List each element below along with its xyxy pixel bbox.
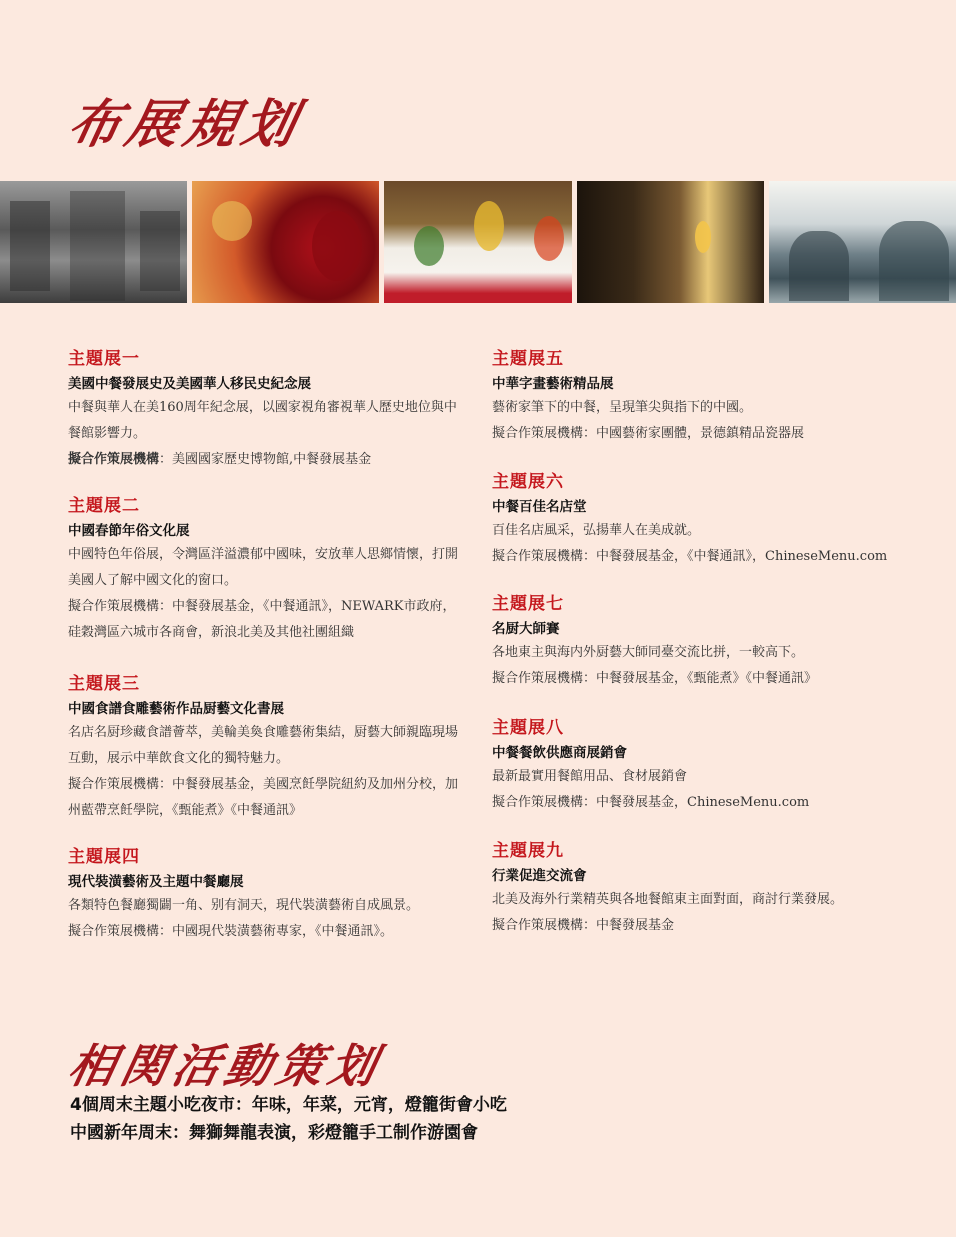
exhibition-heading: 主題展六 — [492, 472, 564, 492]
exhibition-block — [68, 672, 468, 824]
exhibition-title: 中餐百佳名店堂 — [492, 499, 587, 515]
partner-text: ：中餐發展基金，ChineseMenu.com — [583, 795, 810, 810]
exhibition-title: 名厨大師賽 — [492, 621, 560, 637]
exhibition-block — [492, 839, 902, 939]
exhibition-partner — [492, 666, 902, 692]
exhibition-block — [68, 347, 468, 473]
section-title-activities: 相関活動策划 — [63, 1039, 388, 1093]
partner-label: 擬合作策展機構 — [68, 777, 160, 792]
exhibition-description: 中國特色年俗展，令灣區洋溢濃郁中國味，安放華人思鄉情懷，打開美國人了解中國文化的窗口。 — [68, 547, 459, 588]
exhibition-title: 行業促進交流會 — [492, 868, 587, 884]
exhibition-heading: 主題展五 — [492, 349, 564, 369]
partner-text: ：中國藝術家團體，景德鎮精品瓷器展 — [583, 426, 805, 441]
exhibition-title: 中華字畫藝術精品展 — [492, 376, 614, 392]
exhibition-description: 百佳名店風采，弘揚華人在美成就。 — [492, 523, 701, 538]
exhibition-heading: 主題展八 — [492, 718, 564, 738]
exhibition-heading: 主題展四 — [68, 847, 140, 867]
photo-strip — [0, 181, 956, 303]
partner-text: ：中國現代裝潢藝術專家，《中餐通訊》。 — [159, 924, 394, 939]
section-title-layout: 布展規划 — [62, 94, 308, 155]
exhibition-block — [68, 494, 468, 646]
exhibition-description: 最新最實用餐館用品、食材展銷會 — [492, 769, 688, 784]
exhibition-block — [492, 716, 902, 816]
exhibition-heading: 主題展三 — [68, 674, 140, 694]
exhibition-description: 各類特色餐廳獨闢一角、别有洞天，現代裝潢藝術自成風景。 — [68, 898, 420, 913]
partner-label: 擬合作策展機構 — [68, 452, 160, 467]
exhibition-partner — [492, 790, 902, 816]
activity-line: 中國新年周末：舞獅舞龍表演，彩燈籠手工制作游園會 — [70, 1123, 478, 1143]
exhibition-partner — [68, 447, 468, 473]
partner-label: 擬合作策展機構 — [492, 795, 584, 810]
exhibition-block — [492, 592, 902, 692]
partner-text: ：中餐發展基金，《甄能煮》《中餐通訊》 — [583, 671, 818, 686]
exhibition-title: 現代裝潢藝術及主題中餐廳展 — [68, 874, 244, 890]
partner-label: 擬合作策展機構 — [492, 426, 584, 441]
photo-chinatown-street — [0, 181, 187, 303]
photo-food-carving-display — [384, 181, 571, 303]
exhibition-block — [68, 845, 468, 945]
exhibition-title: 中國春節年俗文化展 — [68, 523, 190, 539]
partner-text: ：美國國家歷史博物館,中餐發展基金 — [159, 452, 372, 467]
exhibition-description: 藝術家筆下的中餐，呈現筆尖與指下的中國。 — [492, 400, 753, 415]
partner-label: 擬合作策展機構 — [68, 599, 160, 614]
exhibition-title: 中國食譜食雕藝術作品厨藝文化書展 — [68, 701, 284, 717]
exhibition-heading: 主題展二 — [68, 496, 140, 516]
exhibition-description: 各地東主與海内外厨藝大師同臺交流比拼，一較高下。 — [492, 645, 805, 660]
exhibition-title: 中餐餐飲供應商展銷會 — [492, 745, 627, 761]
exhibition-description: 中餐與華人在美160周年紀念展，以國家視角審視華人歷史地位與中餐館影響力。 — [68, 400, 457, 441]
exhibition-partner — [68, 919, 468, 945]
exhibition-partner — [492, 544, 902, 570]
partner-text: ：中餐發展基金，美國烹飪學院紐約及加州分校，加州藍帶烹飪學院，《甄能煮》《中餐通訊》 — [68, 777, 459, 818]
partner-text: ：中餐發展基金，《中餐通訊》，NEWARK市政府，硅穀灣區六城市各商會，新浪北美及其他社團組織 — [68, 599, 456, 640]
activity-line: 4個周末主題小吃夜市：年味，年菜，元宵，燈籠街會小吃 — [70, 1095, 507, 1115]
exhibition-block — [492, 347, 902, 447]
partner-label: 擬合作策展機構 — [492, 918, 584, 933]
photo-red-knot-decoration — [192, 181, 379, 303]
partner-text: ：中餐發展基金 — [583, 918, 675, 933]
exhibition-heading: 主題展七 — [492, 594, 564, 614]
exhibition-block — [492, 470, 902, 570]
exhibition-heading: 主題展一 — [68, 349, 140, 369]
photo-landscape-painting — [769, 181, 956, 303]
partner-text: ：中餐發展基金，《中餐通訊》，ChineseMenu.com — [583, 549, 888, 564]
exhibition-title: 美國中餐發展史及美國華人移民史紀念展 — [68, 376, 311, 392]
partner-label: 擬合作策展機構 — [492, 671, 584, 686]
exhibition-partner — [492, 913, 902, 939]
exhibition-description: 名店名厨珍藏食譜薈萃，美輪美奐食雕藝術集結，厨藝大師親臨現場互動，展示中華飲食文化的獨特魅力。 — [68, 725, 459, 766]
exhibition-partner — [68, 594, 468, 646]
photo-restaurant-interior — [577, 181, 764, 303]
exhibition-partner — [492, 421, 902, 447]
partner-label: 擬合作策展機構 — [492, 549, 584, 564]
exhibition-heading: 主題展九 — [492, 841, 564, 861]
exhibition-description: 北美及海外行業精英與各地餐館東主面對面，商討行業發展。 — [492, 892, 844, 907]
exhibition-partner — [68, 772, 468, 824]
partner-label: 擬合作策展機構 — [68, 924, 160, 939]
